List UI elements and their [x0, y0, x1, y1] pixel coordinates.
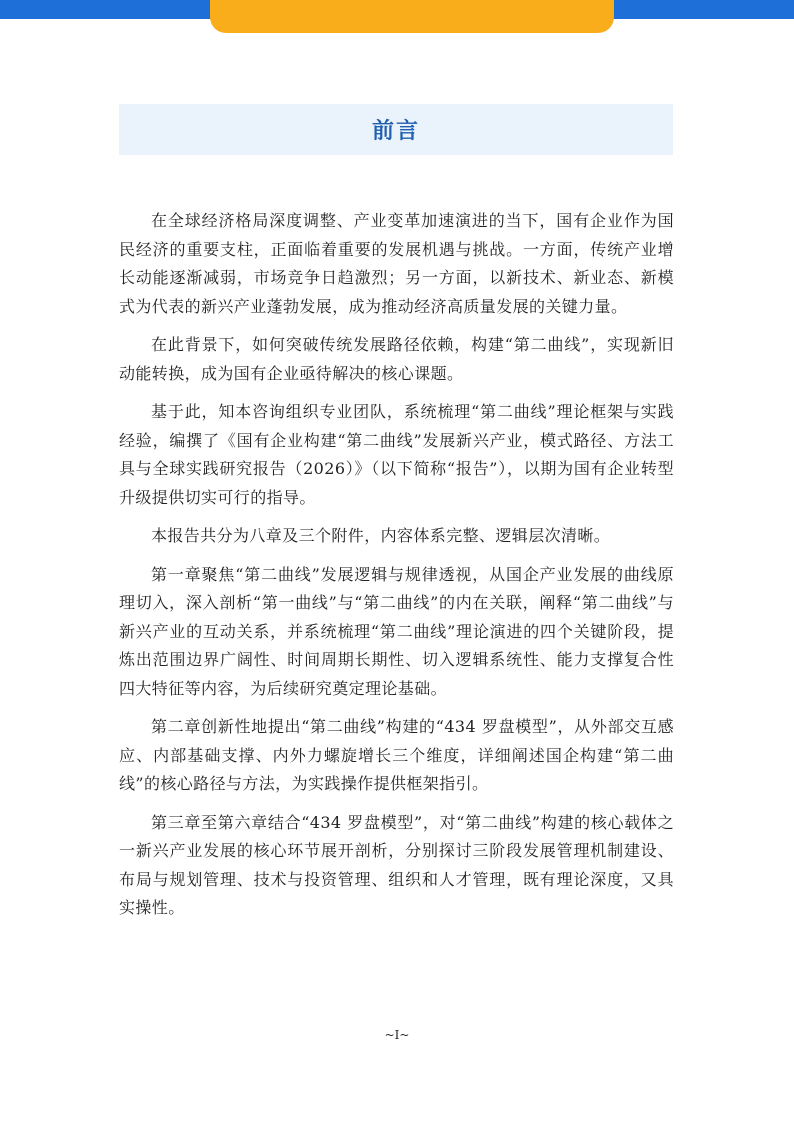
title-banner [119, 104, 673, 155]
page-title: 前言 [371, 119, 420, 144]
paragraph: 第一章聚焦“第二曲线”发展逻辑与规律透视，从国企产业发展的曲线原理切入，深入剖析“第一曲线”与“第二曲线”的内在关联，阐释“第二曲线”与新兴产业的互动关系，并系统梳理“第二曲线”理论演进的四个关键阶段，提炼出范围边界广阔性、时间周期长期性、切入逻辑系统性、能力支撑复合性四大特征等内容，为后续研究奠定理论基础。 [119, 564, 674, 698]
paragraph: 基于此，知本咨询组织专业团队，系统梳理“第二曲线”理论框架与实践经验，编撰了《国有企业构建“第二曲线”发展新兴产业，模式路径、方法工具与全球实践研究报告（2026）》（以下简称“报告”），以期为国有企业转型升级提供切实可行的指导。 [119, 402, 674, 507]
paragraph: 在全球经济格局深度调整、产业变革加速演进的当下，国有企业作为国民经济的重要支柱，正面临着重要的发展机遇与挑战。一方面，传统产业增长动能逐渐减弱，市场竞争日趋激烈；另一方面，以新技术、新业态、新模式为代表的新兴产业蓬勃发展，成为推动经济高质量发展的关键力量。 [119, 211, 674, 316]
body-text [119, 207, 674, 933]
paragraph: 第二章创新性地提出“第二曲线”构建的“434 罗盘模型”，从外部交互感应、内部基础支撑、内外力螺旋增长三个维度，详细阐述国企构建“第二曲线”的核心路径与方法，为实践操作提供框架指引。 [119, 717, 674, 793]
page-number: ~I~ [384, 1028, 410, 1042]
paragraph: 在此背景下，如何突破传统发展路径依赖，构建“第二曲线”，实现新旧动能转换，成为国有企业亟待解决的核心课题。 [119, 335, 674, 383]
paragraph: 第三章至第六章结合“434 罗盘模型”，对“第二曲线”构建的核心载体之一新兴产业发展的核心环节展开剖析，分别探讨三阶段发展管理机制建设、布局与规划管理、技术与投资管理、组织和人才管理，既有理论深度，又具实操性。 [119, 812, 674, 917]
header-tab [210, 0, 614, 33]
paragraph: 本报告共分为八章及三个附件，内容体系完整、逻辑层次清晰。 [151, 526, 611, 545]
